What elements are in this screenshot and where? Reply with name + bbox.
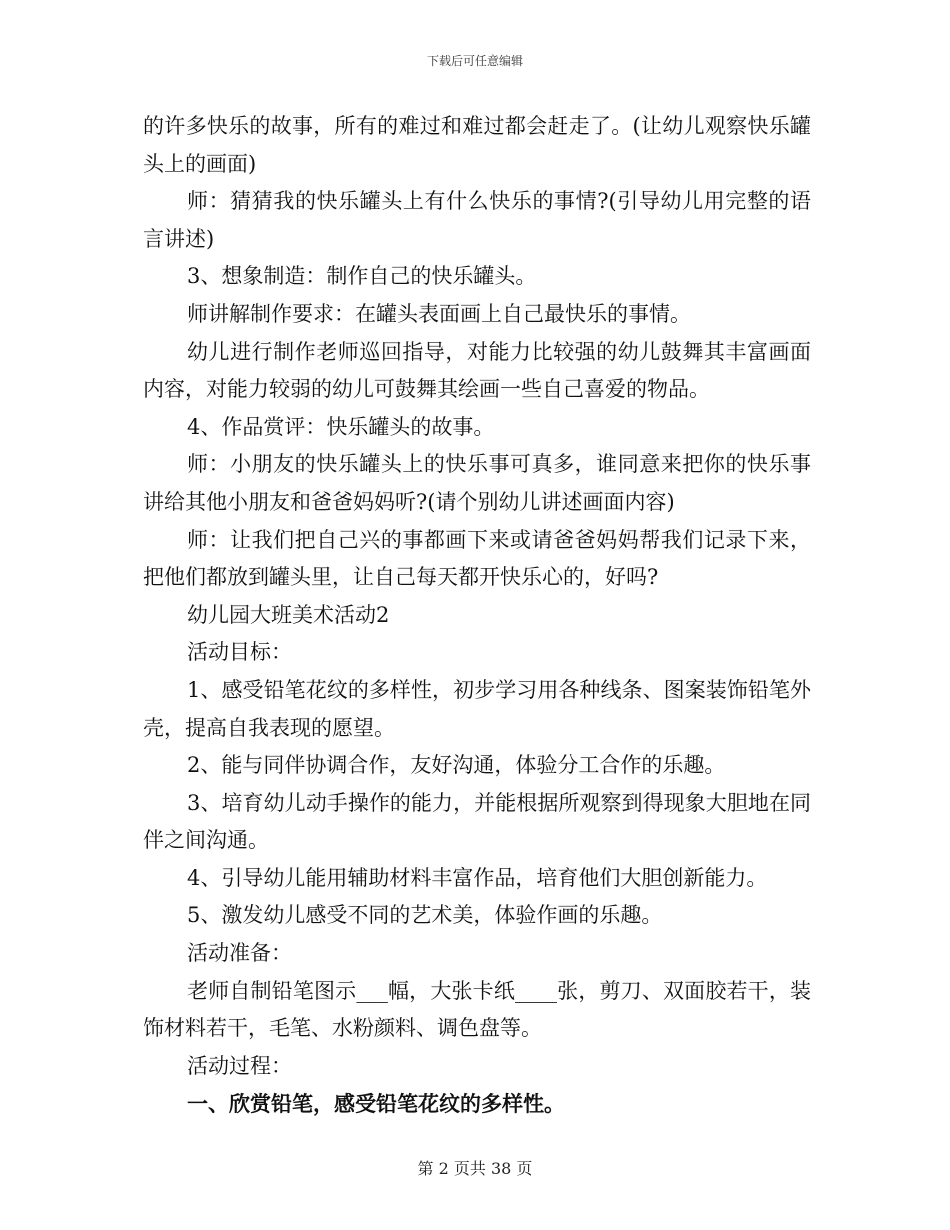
bold-heading: 一、欣赏铅笔，感受铅笔花纹的多样性。 [187, 1091, 565, 1117]
goal-item: 2、能与同伴协调合作，友好沟通，体验分工合作的乐趣。 [187, 753, 726, 778]
paragraph: 幼儿进行制作老师巡回指导，对能力比较强的幼儿鼓舞其丰富画面内容，对能力较弱的幼儿可鼓舞其绘画一些自己喜爱的物品。 [143, 339, 811, 402]
page-header: 下载后可任意编辑 [426, 54, 523, 68]
activity-title: 幼儿园大班美术活动2 [187, 602, 390, 627]
goal-item: 4、引导幼儿能用辅助材料丰富作品，培育他们大胆创新能力。 [187, 865, 768, 890]
goal-item: 3、培育幼儿动手操作的能力，并能根据所观察到得现象大胆地在同伴之间沟通。 [143, 790, 811, 853]
paragraph: 师讲解制作要求：在罐头表面画上自己最快乐的事情。 [187, 301, 691, 326]
goal-item: 5、激发幼儿感受不同的艺术美，体验作画的乐趣。 [187, 903, 663, 928]
paragraph: 老师自制铅笔图示___幅，大张卡纸____张，剪刀、双面胶若干，装饰材料若干，毛笔、水粉颜料、调色盘等。 [143, 978, 811, 1041]
section-heading: 活动准备： [187, 941, 292, 966]
goal-item: 1、感受铅笔花纹的多样性，初步学习用各种线条、图案装饰铅笔外壳，提高自我表现的愿望。 [143, 677, 811, 740]
section-heading: 活动目标： [187, 640, 292, 665]
page-footer: 第 2 页共 38 页 [417, 1159, 533, 1178]
section-step: 4、作品赏评：快乐罐头的故事。 [187, 414, 495, 439]
section-step: 3、想象制造：制作自己的快乐罐头。 [187, 264, 537, 289]
document-body [143, 108, 811, 1123]
paragraph: 的许多快乐的故事，所有的难过和难过都会赶走了。(让幼儿观察快乐罐头上的画面) [143, 114, 811, 176]
section-heading: 活动过程： [187, 1053, 292, 1078]
paragraph: 师：猜猜我的快乐罐头上有什么快乐的事情?(引导幼儿用完整的语言讲述) [143, 189, 811, 251]
paragraph: 师：让我们把自己兴的事都画下来或请爸爸妈妈帮我们记录下来，把他们都放到罐头里，让自己每天都开快乐心的，好吗? [143, 527, 811, 590]
paragraph: 师：小朋友的快乐罐头上的快乐事可真多，谁同意来把你的快乐事讲给其他小朋友和爸爸妈妈听?(请个别幼儿讲述画面内容) [143, 452, 811, 514]
